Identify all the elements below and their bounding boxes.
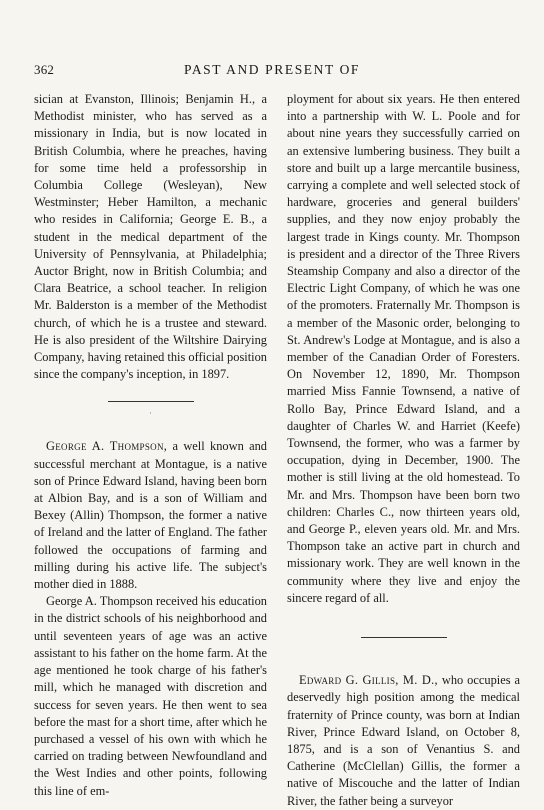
biography-name-thompson: George A. Thompson,	[46, 439, 168, 454]
paragraph-thompson-business: ployment for about six years. He then entered into a partnership with W. L. Poole and for about nine years they successfully carried on an extensive lumbering business. They built a store and built up a large mercantile business, carrying a complete and well selected stock of hardware, groceries and general builders' supplies, and they now enjoy probably the largest trade in Kings county. Mr. Thompson is president and a director of the Three Rivers Steamship Company and also a director of the Electric Light Company, of which he was one of the promoters. Fraternally Mr. Thompson is a member of the Masonic order, belonging to St. Andrew's Lodge at Montague, and is also a member of the Canadian Order of Foresters. On November 12, 1890, Mr. Thompson married Miss Fannie Townsend, a native of Rollo Bay, Prince Edward Island, and a daughter of Charles W. and Harriet (Keefe) Townsend, the former, who was a farmer by occupation, dying in December, 1900. The mother is still living at the old homestead. To Mr. and Mrs. Thompson have been born two children: Charles C., now thirteen years old, and George P., eleven years old. Mr. and Mrs. Thompson take an active part in church and missionary work. They are well known in the community where they live and enjoy the sincere regard of all.	[287, 92, 520, 605]
section-divider	[108, 401, 194, 402]
running-head: PAST AND PRESENT OF	[183, 62, 361, 77]
biography-text-gillis: who occupies a deservedly high position among the medical fraternity of Prince county, was born at Indian River, Prince Edward Island, on October 8, 1875, and is a son of Venantius S. and Catherine (McClellan) Gillis, the former a native of Miscouche and the latter of Indian River, the father being a surveyor	[287, 673, 520, 808]
divider-dot: ·	[149, 409, 152, 419]
biography-name-gillis: Edward G. Gillis, M. D.,	[299, 673, 438, 688]
biography-text-thompson: a well known and successful merchant at Montague, is a native son of Prince Edward Island, having been born at Albion Bay, and is a son of William and Bexey (Allin) Thompson, the former a native of Ireland and the latter of England. The father followed the occupations of farming and milling during his active life. The subject's mother died in 1888.	[34, 439, 267, 592]
right-column	[287, 91, 520, 810]
paragraph-gillis-intro	[287, 672, 520, 810]
paragraph-thompson-intro	[34, 438, 267, 593]
section-divider	[361, 637, 447, 638]
paragraph-balderston-family: sician at Evanston, Illinois; Benjamin H., a Methodist minister, who has served as a missionary in India, but is now located in British Columbia, where he preaches, having for some time held a professorship in Columbia College (Wesleyan), New Westminster; Heber Hamilton, a mechanic who resides in California; George E. B., a student in the medical department of the University of Pennsylvania, at Philadelphia; Auctor Bright, now in British Columbia; and Clara Beatrice, a school teacher. In religion Mr. Balderston is a member of the Methodist church, of which he is a trustee and steward. He is also president of the Wiltshire Dairying Company, having retained this official position since the company's inception, in 1897.	[34, 92, 267, 382]
paragraph-thompson-career: George A. Thompson received his education in the district schools of his neighborhood and until seventeen years of age was an active assistant to his father on the home farm. At the age mentioned he took charge of his father's mill, which he managed with discretion and success for seven years. He then went to sea before the mast for a short time, after which he purchased a vessel of his own with which he carried on trading between Newfoundland and the West Indies and other points, following this line of em-	[34, 594, 267, 798]
page-number: 362	[34, 62, 55, 77]
left-column	[34, 91, 267, 800]
